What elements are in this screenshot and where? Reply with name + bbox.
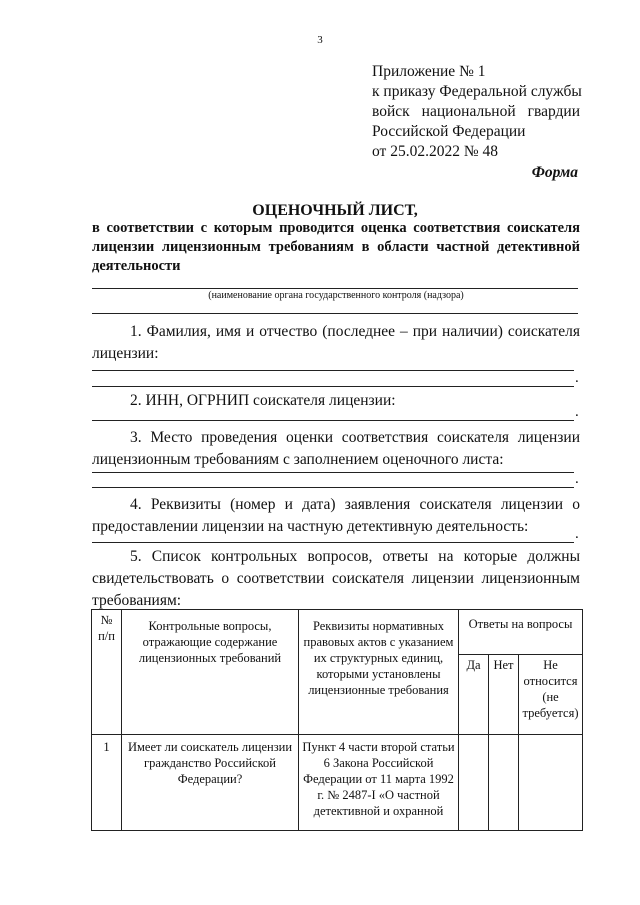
row-requisites: Пункт 4 части второй статьи 6 Закона Российской Федерации от 11 марта 1992 г. № 2487-I «О частной детективной и охранной <box>299 735 459 831</box>
appendix-line-4: Российской Федерации <box>372 123 526 140</box>
answer-not-applicable-cell[interactable] <box>519 735 583 831</box>
fill-line <box>92 386 574 387</box>
document-subtitle: в соответствии с которым проводится оценка соответствия соискателя лицензии лицензионным требованиям в области частной детективной деятельности <box>92 220 580 274</box>
fill-line <box>92 487 574 488</box>
fill-line <box>92 542 574 543</box>
answer-yes-cell[interactable] <box>459 735 489 831</box>
header-yes: Да <box>459 655 489 735</box>
item-5-text: 5. Список контрольных вопросов, ответы на которые должны свидетельствовать о соответствии соискателя лицензии лицензионным требованиям: <box>92 548 580 609</box>
appendix-line-1: Приложение № 1 <box>372 63 486 80</box>
row-number: 1 <box>92 735 122 831</box>
appendix-line-2: к приказу Федеральной службы <box>372 83 582 100</box>
appendix-block <box>372 62 580 162</box>
form-label: Форма <box>531 164 578 181</box>
table-row <box>92 735 583 831</box>
fill-line <box>92 420 574 421</box>
authority-caption: (наименование органа государственного контроля (надзора) <box>208 290 464 301</box>
authority-fill-line <box>92 288 578 289</box>
header-questions: Контрольные вопросы, отражающие содержание лицензионных требований <box>122 610 299 735</box>
line-end-dot: . <box>575 471 579 487</box>
page-number: 3 <box>317 34 323 46</box>
answer-no-cell[interactable] <box>489 735 519 831</box>
checklist-table <box>91 609 583 831</box>
item-1-text: 1. Фамилия, имя и отчество (последнее – при наличии) соискателя лицензии: <box>92 323 580 362</box>
appendix-line-5: от 25.02.2022 № 48 <box>372 143 498 160</box>
header-number: № п/п <box>92 610 122 735</box>
item-4-text: 4. Реквизиты (номер и дата) заявления соискателя лицензии о предоставлении лицензии на частную детективную деятельность: <box>92 496 580 535</box>
fill-line <box>92 472 574 473</box>
line-end-dot: . <box>575 526 579 542</box>
line-end-dot: . <box>575 370 579 386</box>
line-end-dot: . <box>575 404 579 420</box>
fill-line <box>92 370 574 371</box>
row-question: Имеет ли соискатель лицензии гражданство Российской Федерации? <box>122 735 299 831</box>
fill-line <box>92 313 578 314</box>
header-requisites: Реквизиты нормативных правовых актов с указанием их структурных единиц, которыми установлены лицензионные требования <box>299 610 459 735</box>
header-answers: Ответы на вопросы <box>459 610 583 655</box>
document-title: ОЦЕНОЧНЫЙ ЛИСТ, <box>252 202 418 219</box>
header-not-applicable: Не относится (не требуется) <box>519 655 583 735</box>
appendix-line-3: войск национальной гвардии <box>372 103 580 120</box>
item-2-text: 2. ИНН, ОГРНИП соискателя лицензии: <box>130 392 396 409</box>
header-no: Нет <box>489 655 519 735</box>
item-3-text: 3. Место проведения оценки соответствия соискателя лицензии лицензионным требованиям с заполнением оценочного листа: <box>92 429 580 468</box>
